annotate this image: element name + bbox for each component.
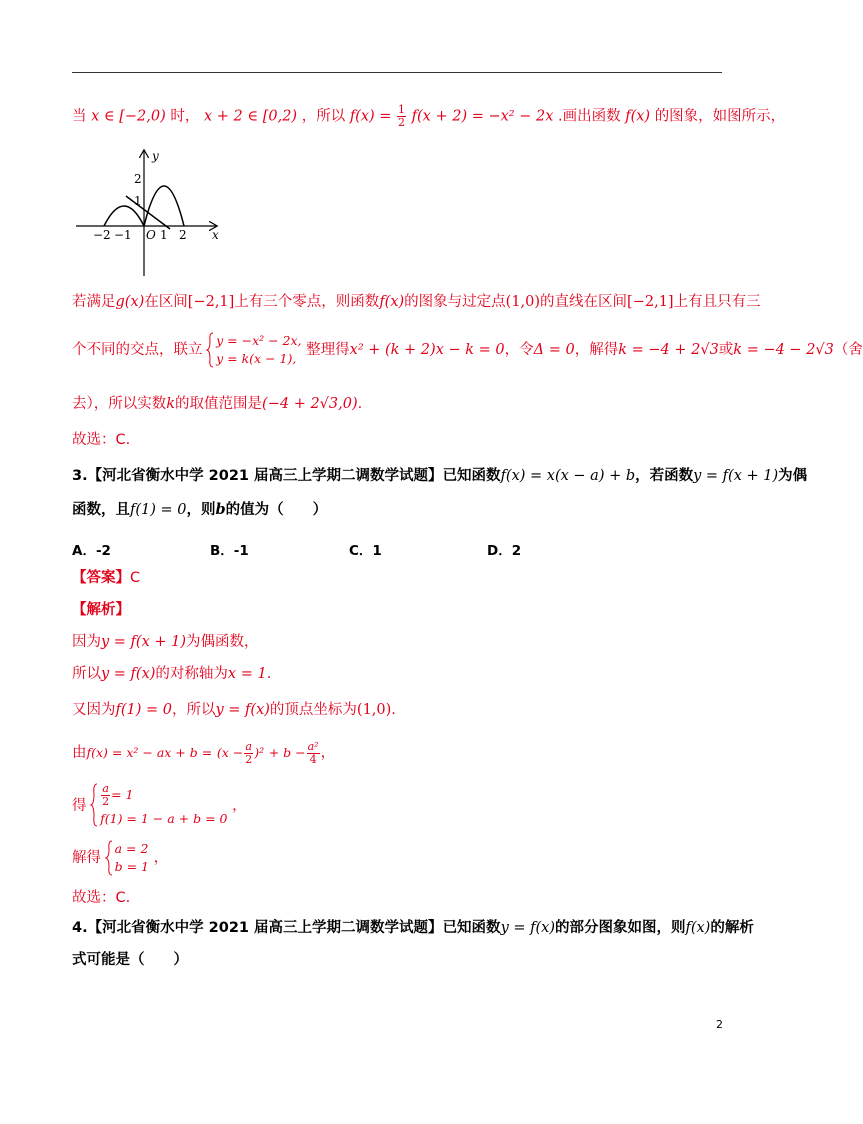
fraction-numerator: 1 <box>398 103 406 116</box>
choice-line-1: 故选：C. <box>72 432 131 448</box>
text: ， <box>320 745 336 761</box>
brace-icon <box>91 783 98 827</box>
system-row: b = 1 <box>114 859 149 874</box>
math-paren: )² <box>254 745 265 760</box>
para1-line3 <box>72 394 362 414</box>
text: ，令 <box>504 342 534 358</box>
fraction-denominator: 2 <box>245 752 253 766</box>
math-formula: y = f(x) <box>215 702 270 718</box>
option-b: B．-1 <box>210 543 249 559</box>
text: . <box>266 666 272 682</box>
question4-line1 <box>72 918 754 938</box>
fraction-numerator: a² <box>307 739 319 753</box>
brace-icon <box>106 840 113 876</box>
text: .画出函数 <box>558 108 621 125</box>
analysis-line1 <box>72 632 259 652</box>
text: 的直线在区间 <box>540 294 628 310</box>
text: 由 <box>72 745 87 761</box>
text: 的值为（ ） <box>225 502 328 518</box>
math-fx: f(x) <box>625 108 651 125</box>
text: 的取值范围是 <box>175 396 263 412</box>
x-axis-label: x <box>212 228 219 242</box>
equation-system <box>207 332 301 368</box>
y-axis-label: y <box>152 149 159 163</box>
system-row: f(1) = 1 − a + b = 0 <box>100 810 228 826</box>
equation-system <box>91 783 227 830</box>
math-range: (−4 + 2√3,0) <box>262 396 358 412</box>
text: 若满足 <box>72 294 116 310</box>
text: 为偶函数， <box>186 634 259 650</box>
text: ，则 <box>186 502 216 518</box>
analysis-line3 <box>72 700 396 720</box>
question4-line2: 式可能是（ ） <box>72 952 188 968</box>
math-fx: f(x) <box>379 294 405 310</box>
math-interval: [−2,1] <box>627 294 674 310</box>
origin-label: O <box>146 228 156 242</box>
brace-icon <box>207 332 214 368</box>
analysis-line5 <box>72 782 247 830</box>
analysis-line6 <box>72 840 168 876</box>
text: ， <box>153 850 169 866</box>
equation-system <box>106 840 149 876</box>
math-point: (1,0) <box>356 702 392 718</box>
option-c: C．1 <box>349 543 382 559</box>
math-paren: (x − <box>216 745 244 760</box>
question-number: 4. <box>72 920 88 936</box>
text: （舍 <box>833 342 863 358</box>
math-gx: g(x) <box>115 294 145 310</box>
fraction <box>101 783 110 808</box>
text: 所以 <box>72 666 101 682</box>
fraction-numerator: a <box>245 739 252 753</box>
option-a: A．-2 <box>72 543 111 559</box>
math-axis: x = 1 <box>227 666 267 682</box>
text: 的部分图象如图，则 <box>554 920 686 936</box>
math-text: = 1 <box>111 786 134 802</box>
analysis-line2 <box>72 664 271 684</box>
text: 的图象，如图所示， <box>654 108 786 125</box>
math-equation: x² + (k + 2)x − k = 0 <box>349 342 505 358</box>
y-tick-1: 1 <box>134 194 142 208</box>
para1-line2 <box>72 332 863 368</box>
text: 的顶点坐标为 <box>269 702 357 718</box>
math-y-def: y = f(x + 1) <box>693 468 779 484</box>
question-source: 【河北省衡水中学 2021 届高三上学期二调数学试题】 <box>87 920 443 936</box>
math-condition: x ∈ [−2,0) <box>91 108 166 125</box>
curve-right <box>144 186 184 226</box>
text: 的解析 <box>710 920 754 936</box>
curve-left <box>104 206 144 226</box>
question-number: 3. <box>72 468 88 484</box>
text: 个不同的交点，联立 <box>72 342 203 358</box>
math-formula: f(x + 2) = −x² − 2x <box>411 108 554 125</box>
text: 为偶 <box>778 468 808 484</box>
text: 整理得 <box>306 342 350 358</box>
fraction-denominator: 2 <box>102 794 110 808</box>
choice-line-2: 故选：C. <box>72 890 131 906</box>
system-row: y = k(x − 1), <box>216 351 297 366</box>
fraction <box>244 741 253 766</box>
text: 的对称轴为 <box>155 666 228 682</box>
text: 因为 <box>72 634 101 650</box>
text: 上有三个零点，则函数 <box>234 294 380 310</box>
text: 或 <box>718 342 734 358</box>
text: ，所以 <box>172 702 216 718</box>
text: ，若函数 <box>635 468 694 484</box>
math-interval: [−2,1] <box>187 294 235 310</box>
text: ，所以 <box>301 108 346 125</box>
answer-label: 【答案】 <box>72 570 130 586</box>
analysis-label: 【解析】 <box>72 602 130 618</box>
text: 已知函数 <box>442 468 501 484</box>
text: 的图象与过定点 <box>404 294 506 310</box>
math-formula: + b − <box>268 745 306 760</box>
text: 在区间 <box>144 294 188 310</box>
math-delta: Δ = 0 <box>533 342 575 358</box>
page-number: 2 <box>716 1018 723 1031</box>
math-b: b <box>215 501 226 518</box>
system-row: y = −x² − 2x, <box>216 333 302 348</box>
header-rule <box>72 72 722 73</box>
intro-line <box>72 104 785 129</box>
fraction-numerator: a <box>102 781 109 795</box>
text: 已知函数 <box>442 920 501 936</box>
option-d: D．2 <box>487 543 522 559</box>
text: 时， <box>170 108 200 125</box>
analysis-line4 <box>72 738 335 768</box>
math-condition: f(1) = 0 <box>130 502 187 518</box>
function-graph <box>72 146 232 278</box>
text: 函数，且 <box>72 502 130 518</box>
question3-line2 <box>72 500 327 520</box>
math-formula: f(1) = 0 <box>115 702 172 718</box>
tangent-line <box>126 196 170 229</box>
text: 解得 <box>72 850 101 866</box>
text: . <box>391 702 396 718</box>
x-tick-neg2: −2 <box>93 228 111 242</box>
text: 得 <box>72 798 87 814</box>
text: 当 <box>72 108 87 125</box>
system-row: a = 2 <box>114 841 149 856</box>
math-f-def: f(x) = x(x − a) + b <box>500 468 636 484</box>
math-y-def: y = f(x) <box>500 920 555 936</box>
math-formula: y = f(x + 1) <box>101 634 187 650</box>
answer-value: C <box>130 570 141 586</box>
fraction-denominator: 2 <box>398 116 406 129</box>
x-tick-1: 1 <box>160 228 168 242</box>
math-formula: y = f(x) <box>101 666 156 682</box>
math-k: k <box>166 396 176 412</box>
system-row <box>100 783 227 808</box>
text: . <box>357 396 363 412</box>
para1-line1 <box>72 292 761 312</box>
math-k1: k = −4 + 2√3 <box>618 342 719 358</box>
math-formula: f(x) = x² − ax + b = <box>86 745 213 760</box>
fraction-denominator: 4 <box>309 752 317 766</box>
fraction <box>397 104 406 129</box>
text: ， <box>232 798 247 814</box>
x-tick-neg1: −1 <box>114 228 132 242</box>
answer-line <box>72 568 140 588</box>
text: 上有且只有三 <box>673 294 761 310</box>
math-condition: x + 2 ∈ [0,2) <box>203 108 298 125</box>
question3-line1 <box>72 466 807 486</box>
math-formula: f(x) = <box>349 108 392 125</box>
fraction <box>307 741 320 766</box>
x-tick-2: 2 <box>179 228 187 242</box>
y-tick-2: 2 <box>134 172 142 186</box>
text: ，解得 <box>574 342 619 358</box>
math-fx: f(x) <box>685 920 711 936</box>
text: 又因为 <box>72 702 116 718</box>
text: 去），所以实数 <box>72 396 167 412</box>
math-k2: k = −4 − 2√3 <box>733 342 834 358</box>
question-source: 【河北省衡水中学 2021 届高三上学期二调数学试题】 <box>87 468 443 484</box>
math-point: (1,0) <box>505 294 541 310</box>
